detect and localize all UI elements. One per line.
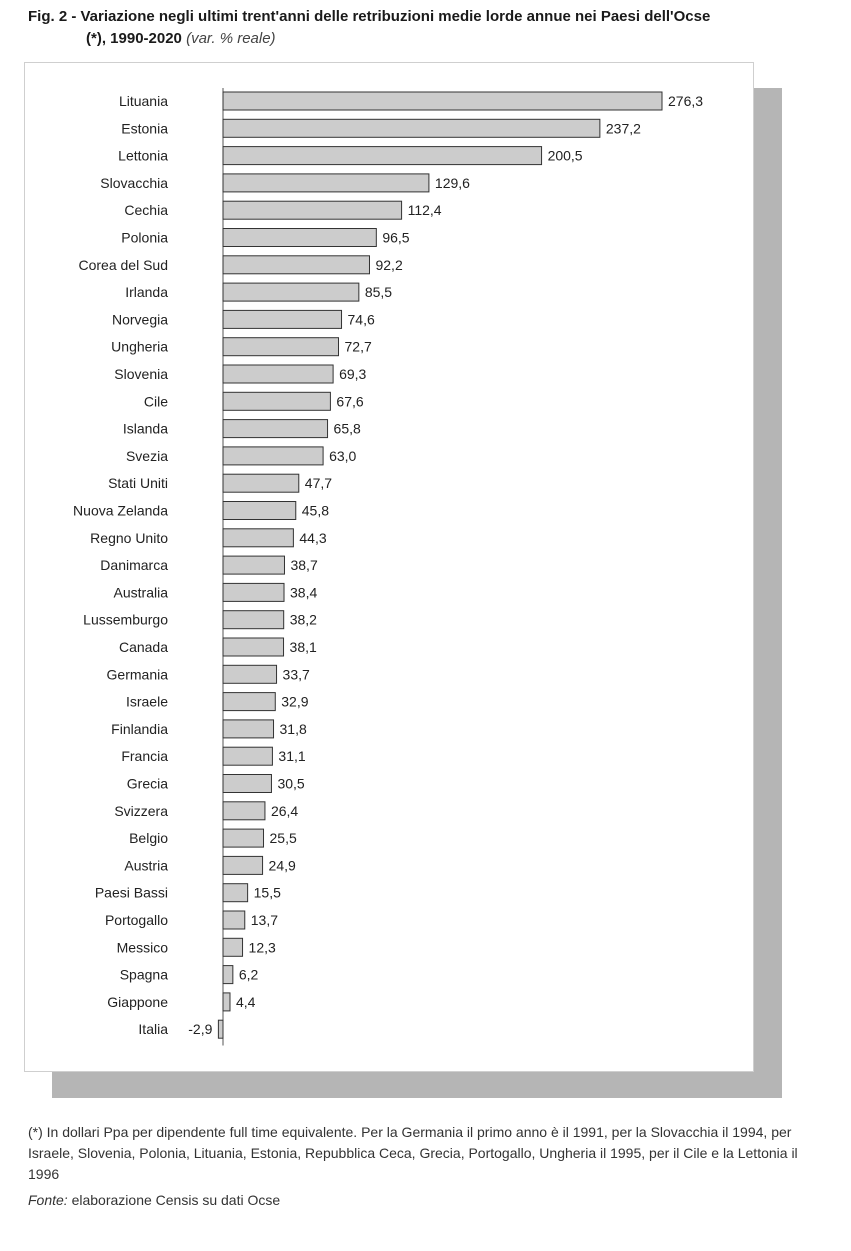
category-label: Estonia — [121, 120, 168, 137]
bar — [223, 529, 293, 547]
bar — [223, 420, 328, 438]
category-label: Italia — [138, 1021, 168, 1038]
category-label: Stati Uniti — [108, 475, 168, 492]
value-label: 31,8 — [279, 720, 307, 737]
value-label: 44,3 — [299, 529, 327, 546]
bar — [223, 310, 342, 328]
category-label: Giappone — [107, 993, 168, 1010]
category-label: Grecia — [126, 775, 168, 792]
bar — [223, 392, 330, 410]
category-label: Nuova Zelanda — [73, 502, 168, 519]
category-label: Slovenia — [114, 366, 168, 382]
value-label: 30,5 — [277, 775, 305, 792]
value-label: 38,4 — [290, 584, 318, 601]
category-label: Polonia — [121, 229, 168, 246]
bar — [223, 447, 323, 465]
category-label: Paesi Bassi — [94, 884, 168, 901]
source-note — [28, 1192, 280, 1208]
value-label: 96,5 — [382, 229, 410, 246]
category-label: Slovacchia — [100, 174, 168, 191]
category-label: Ungheria — [111, 338, 168, 355]
figure-title-main: Fig. 2 - Variazione negli ultimi trent'anni delle retribuzioni medie lorde annue nei Paesi dell'Ocse — [28, 8, 711, 25]
value-label: 74,6 — [347, 311, 375, 328]
category-label: Australia — [113, 584, 168, 601]
bar — [223, 583, 284, 601]
bar — [223, 502, 296, 520]
value-label: 72,7 — [344, 338, 372, 355]
category-label: Corea del Sud — [78, 256, 168, 273]
category-label: Svezia — [125, 447, 168, 464]
value-label: 33,7 — [282, 666, 310, 683]
category-label: Cile — [143, 393, 168, 410]
bar — [223, 365, 333, 383]
bar — [223, 174, 429, 192]
bar — [223, 147, 542, 165]
bar — [223, 693, 275, 711]
category-label: Portogallo — [104, 912, 168, 928]
value-label: 63,0 — [329, 447, 357, 464]
bar — [223, 938, 243, 956]
bar — [223, 802, 265, 820]
value-label: 85,5 — [364, 284, 393, 301]
bar — [223, 338, 339, 356]
category-label: Danimarca — [100, 557, 168, 574]
value-label: 31,1 — [278, 748, 306, 765]
bar — [223, 229, 376, 247]
value-label: 92,2 — [375, 256, 403, 273]
value-label: 69,3 — [339, 366, 367, 382]
value-label: 38,7 — [290, 557, 318, 574]
category-label: Regno Unito — [90, 529, 168, 546]
value-label: 45,8 — [301, 502, 330, 519]
value-label: 6,2 — [238, 966, 259, 983]
value-label: 67,6 — [336, 393, 364, 410]
value-label: 38,1 — [289, 639, 317, 655]
category-label: Lettonia — [118, 147, 168, 164]
value-label: 25,5 — [269, 830, 297, 847]
bar — [223, 474, 299, 492]
footnote: (*) In dollari Ppa per dipendente full time equivalente. Per la Germania il primo anno è il 1991, per la Slovacchia il 1994, per Israele, Slovenia, Polonia, Lituania, Estonia, Repubblica Ceca, Grecia, Portogallo, Ungheria il 1995, per il Cile e la Lettonia il 1996 — [28, 1124, 798, 1182]
bar — [223, 884, 248, 902]
category-label: Islanda — [122, 420, 168, 437]
source-text: elaborazione Censis su dati Ocse — [67, 1192, 281, 1208]
category-label: Cechia — [124, 202, 168, 219]
bar — [223, 747, 272, 765]
bar — [223, 611, 284, 629]
category-label: Germania — [106, 666, 168, 683]
bar — [223, 775, 271, 793]
category-label: Irlanda — [125, 284, 168, 301]
value-label: -2,9 — [188, 1021, 213, 1038]
bar — [223, 201, 402, 219]
category-label: Lussemburgo — [83, 611, 168, 628]
category-label: Norvegia — [111, 311, 168, 328]
category-label: Lituania — [118, 93, 168, 109]
category-label: Canada — [118, 639, 168, 655]
bar — [223, 119, 600, 137]
category-label: Messico — [116, 939, 168, 956]
bar — [223, 283, 359, 301]
value-label: 15,5 — [253, 884, 281, 901]
chart-panel — [24, 62, 754, 1072]
bar — [223, 829, 264, 847]
category-label: Belgio — [129, 830, 168, 847]
value-label: 129,6 — [434, 174, 470, 191]
value-label: 65,8 — [333, 420, 361, 437]
category-label: Svizzera — [114, 802, 168, 819]
bar — [223, 856, 263, 874]
value-label: 38,2 — [289, 611, 317, 628]
value-label: 12,3 — [248, 939, 276, 956]
value-label: 112,4 — [407, 202, 442, 219]
bar — [223, 665, 277, 683]
category-label: Austria — [124, 857, 168, 874]
value-label: 13,7 — [250, 912, 279, 928]
bar — [223, 638, 284, 656]
value-label: 47,7 — [304, 475, 333, 492]
bar — [223, 993, 230, 1011]
category-label: Francia — [121, 748, 168, 765]
bar — [223, 556, 284, 574]
value-label: 26,4 — [270, 802, 299, 819]
bar — [223, 911, 245, 929]
value-label: 32,9 — [281, 693, 309, 710]
figure-title-unit: (var. % reale) — [186, 30, 276, 47]
value-label: 24,9 — [268, 857, 296, 874]
source-label: Fonte: — [28, 1192, 68, 1208]
value-label: 237,2 — [605, 120, 641, 137]
figure-title — [28, 6, 828, 50]
bar — [218, 1020, 223, 1038]
category-label: Finlandia — [111, 720, 168, 737]
value-label: 200,5 — [547, 147, 583, 164]
figure-title-period: (*), 1990-2020 — [86, 30, 182, 47]
bar — [223, 92, 662, 110]
category-label: Spagna — [119, 966, 168, 983]
bar-chart — [25, 63, 753, 1071]
category-label: Israele — [125, 693, 168, 710]
bar — [223, 256, 369, 274]
bar — [223, 966, 233, 984]
value-label: 4,4 — [235, 993, 256, 1010]
bar — [223, 720, 274, 738]
value-label: 276,3 — [668, 93, 704, 109]
